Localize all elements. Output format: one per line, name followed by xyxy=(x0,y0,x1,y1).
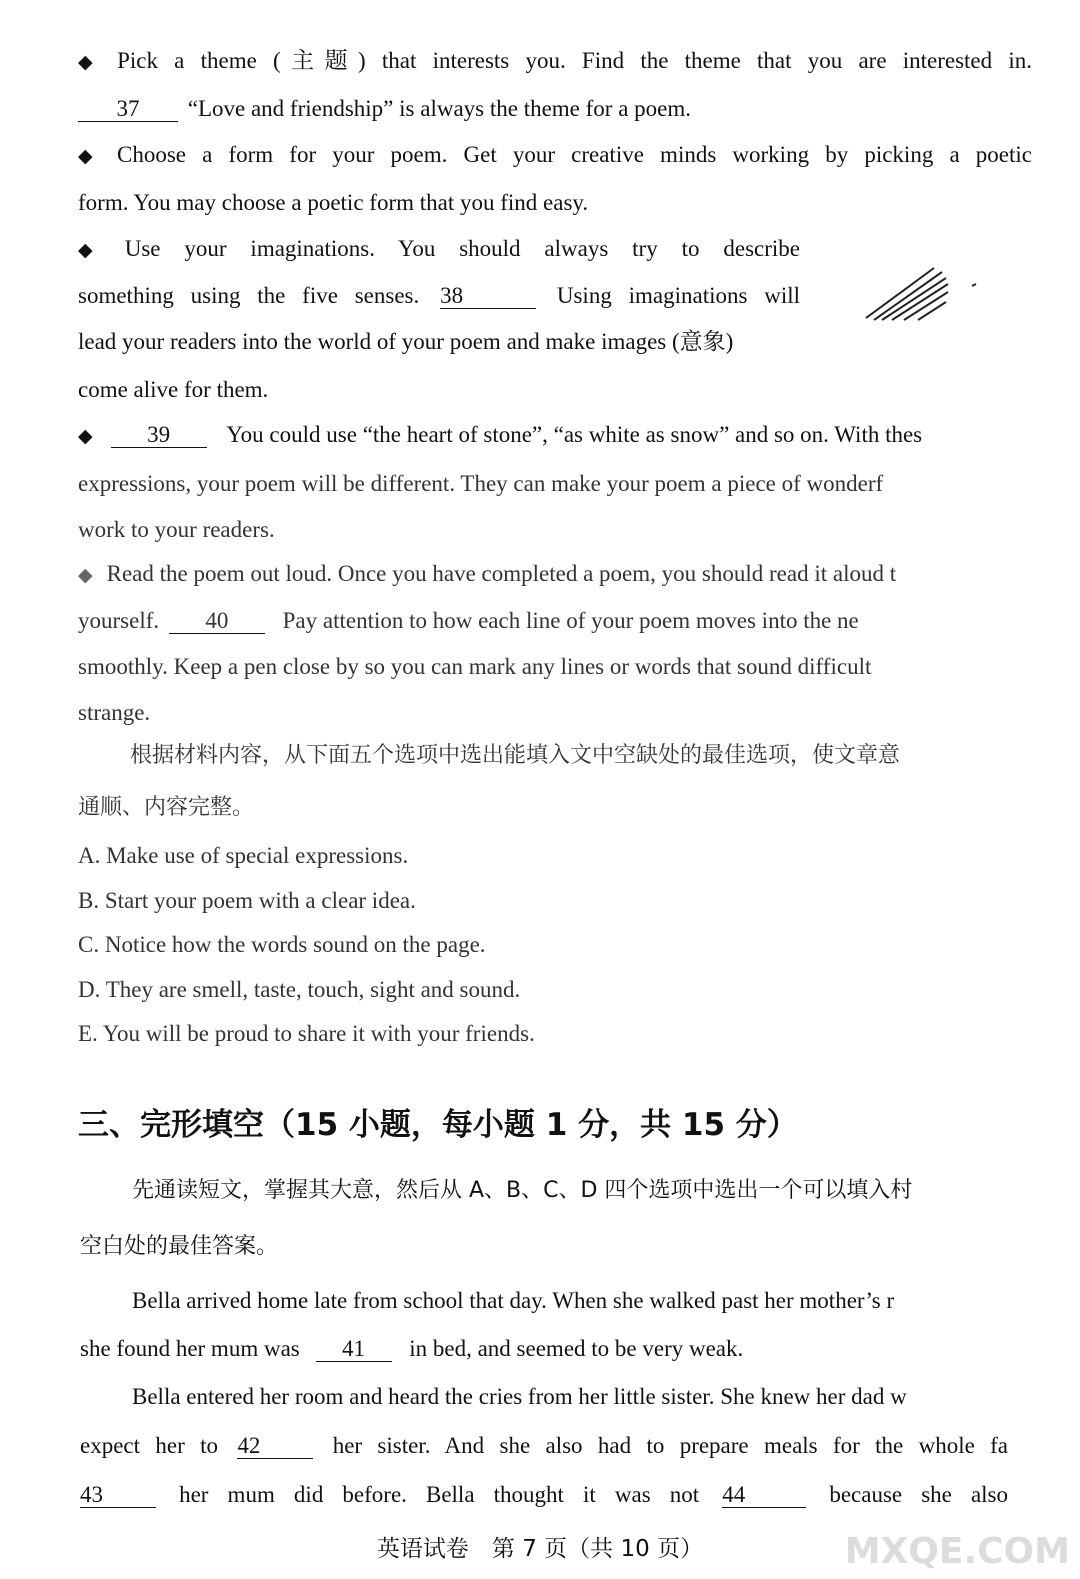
para-theme-line1: ◆ Pick a theme (主题) that interests you. Find the theme that you are interested in. xyxy=(78,48,1032,73)
story-line3: Bella entered her room and heard the cries from her little sister. She knew her dad w xyxy=(132,1384,907,1409)
blank-44: 44 xyxy=(722,1482,806,1508)
watermark-logo: MXQE.COM xyxy=(844,1530,1070,1572)
blank-41: 41 xyxy=(316,1336,392,1362)
blank-43: 43 xyxy=(80,1482,156,1508)
para-read-aloud-line4: strange. xyxy=(78,700,151,725)
para-imagination-line2: something using the five senses. 38 Using imaginations will xyxy=(78,283,800,308)
diamond-bullet-icon: ◆ xyxy=(78,239,111,261)
section-3-instruction-line1: 先通读短文，掌握其大意，然后从 A、B、C、D 四个选项中选出一个可以填入村 xyxy=(132,1178,913,1203)
option-b: B. Start your poem with a clear idea. xyxy=(78,888,416,913)
diamond-bullet-icon: ◆ xyxy=(78,145,103,167)
para-form-line1: ◆ Choose a form for your poem. Get your creative minds working by picking a poetic xyxy=(78,142,1032,167)
para-read-aloud-line1: ◆ Read the poem out loud. Once you have completed a poem, you should read it aloud t xyxy=(78,561,897,586)
diamond-bullet-icon: ◆ xyxy=(78,51,104,73)
page-footer: 英语试卷 第 7 页（共 10 页） xyxy=(376,1536,704,1562)
para-expressions-line3: work to your readers. xyxy=(78,517,275,542)
para-imagination-line4: come alive for them. xyxy=(78,377,269,402)
section-3-instruction-line2: 空白处的最佳答案。 xyxy=(80,1234,279,1259)
blank-38: 38 xyxy=(440,283,536,309)
para-form-line2: form. You may choose a poetic form that you find easy. xyxy=(78,190,589,215)
para-imagination-line1: ◆ Use your imaginations. You should always try to describe xyxy=(78,236,800,261)
option-a: A. Make use of special expressions. xyxy=(78,843,409,868)
section-3-title: 三、完形填空（15 小题，每小题 1 分，共 15 分） xyxy=(78,1107,798,1143)
hatch-mark-icon xyxy=(862,262,980,326)
blank-40: 40 xyxy=(169,608,265,634)
option-d: D. They are smell, taste, touch, sight and sound. xyxy=(78,977,521,1002)
story-line2: she found her mum was 41 in bed, and seemed to be very weak. xyxy=(80,1336,744,1361)
story-line5: 43 her mum did before. Bella thought it was not 44 because she also xyxy=(80,1482,1008,1507)
instruction-line2: 通顺、内容完整。 xyxy=(78,795,255,820)
diamond-bullet-icon: ◆ xyxy=(78,425,93,447)
para-imagination-line3: lead your readers into the world of your poem and make images (意象) xyxy=(78,329,734,354)
blank-39: 39 xyxy=(111,422,207,448)
blank-42: 42 xyxy=(237,1433,313,1459)
diamond-bullet-icon: ◆ xyxy=(78,564,93,586)
story-line4: expect her to 42 her sister. And she also had to prepare meals for the whole fa xyxy=(80,1433,1008,1458)
story-line1: Bella arrived home late from school that day. When she walked past her mother’s r xyxy=(132,1288,895,1313)
para-expressions-line1: ◆ 39 You could use “the heart of stone”, “as white as snow” and so on. With thes xyxy=(78,422,923,447)
para-read-aloud-line2: yourself. 40 Pay attention to how each line of your poem moves into the ne xyxy=(78,608,859,633)
instruction-line1: 根据材料内容，从下面五个选项中选出能填入文中空缺处的最佳选项，使文章意 xyxy=(130,743,901,768)
para-theme-line2: 37 “Love and friendship” is always the theme for a poem. xyxy=(78,95,1032,123)
para-read-aloud-line3: smoothly. Keep a pen close by so you can mark any lines or words that sound difficult xyxy=(78,654,872,679)
blank-37: 37 xyxy=(78,96,178,122)
option-e: E. You will be proud to share it with your friends. xyxy=(78,1021,535,1046)
para-expressions-line2: expressions, your poem will be different. They can make your poem a piece of wonderf xyxy=(78,471,884,496)
option-c: C. Notice how the words sound on the page. xyxy=(78,932,486,957)
